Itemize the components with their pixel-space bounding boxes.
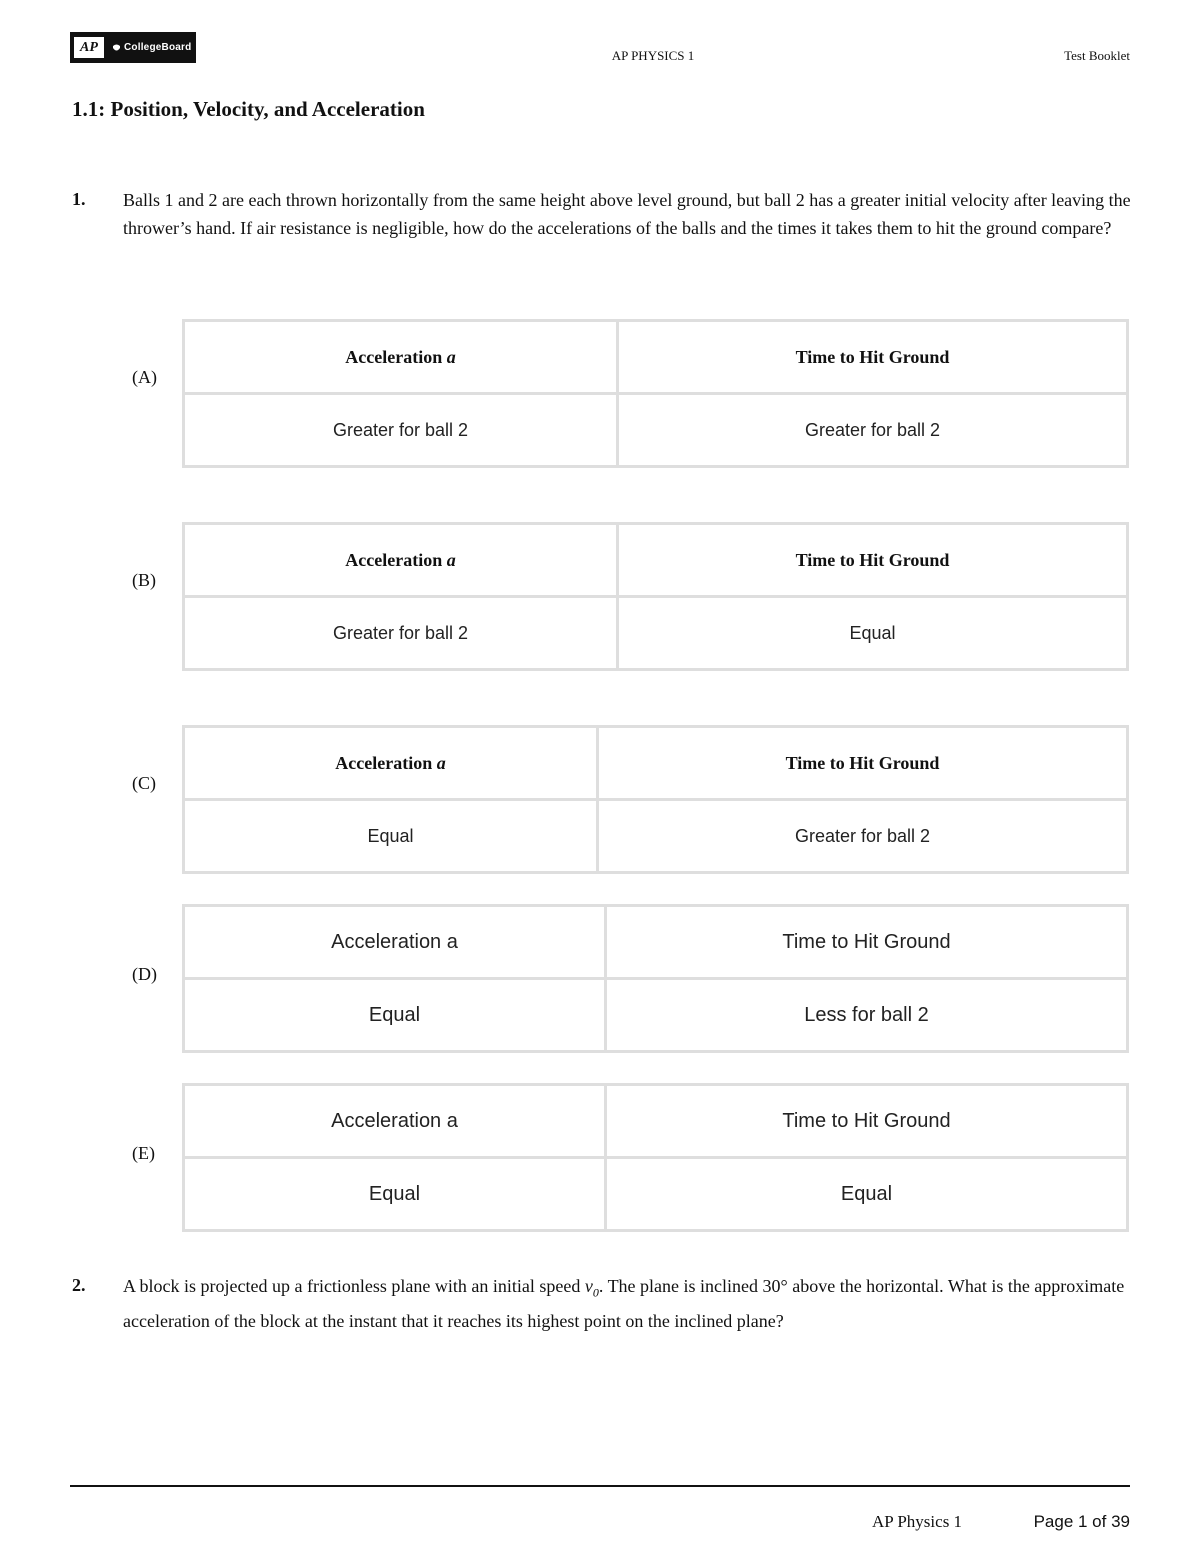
option-e-acceleration-value: Equal [184,1158,606,1231]
option-a-acceleration-header: Acceleration a [184,321,618,394]
option-b-time-header: Time to Hit Ground [618,524,1128,597]
option-b-label[interactable]: (B) [132,570,156,590]
question-2-text: A block is projected up a frictionless plane with an initial speed $v_0$. The plane is inclined 30° above the horizontal. What is the approximate acceleration of the block at the instant that it reaches its highest point on the inclined plane? [123,1276,1125,1331]
option-d-table [182,904,1129,1053]
page-number: Page 1 of 39 [1033,1512,1130,1531]
header-title: AP PHYSICS 1 [611,48,695,63]
option-c-acceleration-header: Acceleration a [184,727,598,800]
collegeboard-text: CollegeBoard [124,42,192,53]
option-c-label[interactable]: (C) [132,773,156,793]
v-zero-variable: $v_0$ [584,1276,599,1300]
option-e-time-value: Equal [606,1158,1128,1231]
option-c-time-value: Greater for ball 2 [598,800,1128,873]
option-a-time-header: Time to Hit Ground [618,321,1128,394]
option-a-table [182,319,1129,468]
option-c-acceleration-value: Equal [184,800,598,873]
option-e-label[interactable]: (E) [132,1143,155,1163]
option-a-acceleration-value: Greater for ball 2 [184,394,618,467]
option-a-label[interactable]: (A) [132,367,157,387]
option-e-table [182,1083,1129,1232]
question-1-text: Balls 1 and 2 are each thrown horizontally from the same height above level ground, but ball 2 has a greater initial velocity after leaving the thrower’s hand. If air resistance is negligible, how do the accelerations of the balls and the times it takes them to hit the ground compare? [123,190,1131,238]
option-b-acceleration-header: Acceleration a [184,524,618,597]
option-c-time-header: Time to Hit Ground [598,727,1128,800]
footer-divider [70,1485,1130,1487]
option-d-time-value: Less for ball 2 [606,979,1128,1052]
option-d-time-header: Time to Hit Ground [606,906,1128,979]
question-2-number: 2. [72,1275,86,1295]
option-d-label[interactable]: (D) [132,964,157,984]
option-b-table [182,522,1129,671]
option-b-acceleration-value: Greater for ball 2 [184,597,618,670]
option-e-time-header: Time to Hit Ground [606,1085,1128,1158]
option-d-acceleration-header: Acceleration a [184,906,606,979]
option-d-acceleration-value: Equal [184,979,606,1052]
option-e-acceleration-header: Acceleration a [184,1085,606,1158]
section-title: 1.1: Position, Velocity, and Acceleration [72,97,425,121]
option-b-time-value: Equal [618,597,1128,670]
question-1-number: 1. [72,189,86,209]
option-a-time-value: Greater for ball 2 [618,394,1128,467]
header-booklet-label: Test Booklet [1064,48,1130,63]
footer-course: AP Physics 1 [872,1512,963,1531]
ap-logo-mark: AP [74,37,104,58]
option-c-table [182,725,1129,874]
